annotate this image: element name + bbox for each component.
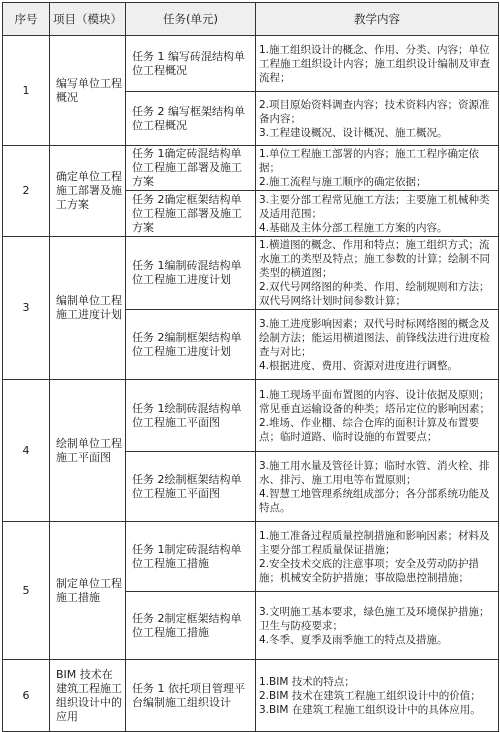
module-cell: 制定单位工程施工措施 xyxy=(50,522,126,660)
content-line: 4.冬季、夏季及雨季施工的特点及措施。 xyxy=(259,633,448,646)
task-cell: 任务 1 编写砖混结构单位工程概况 xyxy=(126,36,256,92)
task-cell: 任务 1编制砖混结构单位工程施工进度计划 xyxy=(126,237,256,310)
content-line: 2.BIM 技术在建筑工程施工组织设计中的价值； xyxy=(259,689,481,702)
header-module: 项目（模块） xyxy=(50,3,126,36)
content-cell xyxy=(256,380,499,452)
content-line: 3.施工用水量及管径计算；临时水管、消火栓、排水、排污、施工用电等布置原则； xyxy=(259,459,490,486)
content-line: 3.主要分部工程常见施工方法；主要施工机械种类及适用范围； xyxy=(259,193,490,220)
table-row xyxy=(3,36,499,92)
content-cell xyxy=(256,146,499,191)
table-body xyxy=(3,36,499,732)
task-cell: 任务 1制定砖混结构单位工程施工措施 xyxy=(126,522,256,592)
row-number: 6 xyxy=(3,660,50,732)
table-row xyxy=(3,522,499,592)
content-line: 4.智慧工地管理系统组成部分；各分部系统功能及特点。 xyxy=(259,487,490,514)
task-cell: 任务 2确定框架结构单位工程施工部署及施工方案 xyxy=(126,191,256,237)
task-cell: 任务 1 依托项目管理平台编制施工组织设计 xyxy=(126,660,256,732)
module-cell: 绘制单位工程施工平面图 xyxy=(50,380,126,522)
content-line: 3.工程建设概况、设计概况、施工概况。 xyxy=(259,126,448,139)
row-number: 5 xyxy=(3,522,50,660)
task-cell: 任务 1绘制砖混结构单位工程施工平面图 xyxy=(126,380,256,452)
content-cell xyxy=(256,191,499,237)
row-number: 4 xyxy=(3,380,50,522)
content-line: 1.BIM 技术的特点； xyxy=(259,675,355,688)
table-row xyxy=(3,146,499,191)
content-cell xyxy=(256,660,499,732)
header-no: 序号 xyxy=(3,3,50,36)
task-cell: 任务 1确定砖混结构单位工程施工部署及施工方案 xyxy=(126,146,256,191)
content-line: 3.施工进度影响因素；双代号时标网络图的概念及绘制方法；能运用横道图法、前锋线法进行进度检查与对比； xyxy=(259,317,490,358)
content-line: 3.文明施工基本要求，绿色施工及环境保护措施；卫生与防疫要求； xyxy=(259,605,490,632)
module-cell: BIM 技术在建筑工程施工组织设计中的应用 xyxy=(50,660,126,732)
module-cell: 编写单位工程概况 xyxy=(50,36,126,146)
content-line: 4.根据进度、费用、资源对进度进行调整。 xyxy=(259,359,459,372)
content-cell xyxy=(256,92,499,146)
table-header-row xyxy=(3,3,499,36)
task-cell: 任务 2 编写框架结构单位工程概况 xyxy=(126,92,256,146)
content-line: 2.堆场、作业棚、综合仓库的面积计算及布置要点；临时道路、临时设施的布置要点； xyxy=(259,416,480,443)
row-number: 1 xyxy=(3,36,50,146)
content-line: 2.项目原始资料调查内容；技术资料内容；资源准备内容； xyxy=(259,98,490,125)
table-row xyxy=(3,380,499,452)
content-line: 1.施工现场平面布置图的内容、设计依据及原则；常见垂直运输设备的种类；塔吊定位的影响因素； xyxy=(259,388,490,415)
module-cell: 编制单位工程施工进度计划 xyxy=(50,237,126,380)
header-content: 教学内容 xyxy=(256,3,499,36)
content-line: 1.单位工程施工部署的内容；施工工程序确定依据； xyxy=(259,148,480,174)
content-cell xyxy=(256,452,499,522)
content-cell xyxy=(256,522,499,592)
table-row xyxy=(3,237,499,310)
content-line: 4.基础及主体分部工程施工方案的内容。 xyxy=(259,221,448,234)
teaching-content-table xyxy=(2,2,499,732)
task-cell: 任务 2绘制框架结构单位工程施工平面图 xyxy=(126,452,256,522)
content-line: 1.横道图的概念、作用和特点；施工组织方式；流水施工的类型及特点；施工参数的计算；绘制不同类型的横道图； xyxy=(259,239,490,279)
content-line: 2.安全技术交底的注意事项；安全及劳动防护措施；机械安全防护措施；事故隐患控制措施； xyxy=(259,557,480,584)
row-number: 3 xyxy=(3,237,50,380)
content-cell xyxy=(256,36,499,92)
content-line: 2.双代号网络图的种类、作用、绘制规则和方法；双代号网络计划时间参数计算； xyxy=(259,281,490,307)
content-cell xyxy=(256,237,499,310)
course-content-document xyxy=(2,2,498,732)
content-line: 2.施工流程与施工顺序的确定依据； xyxy=(259,176,427,188)
content-cell xyxy=(256,310,499,380)
content-cell xyxy=(256,592,499,660)
header-task: 任务(单元) xyxy=(126,3,256,36)
table-row xyxy=(3,660,499,732)
task-cell: 任务 2编制框架结构单位工程施工进度计划 xyxy=(126,310,256,380)
module-cell: 确定单位工程施工部署及施工方案 xyxy=(50,146,126,237)
task-cell: 任务 2制定框架结构单位工程施工措施 xyxy=(126,592,256,660)
row-number: 2 xyxy=(3,146,50,237)
content-line: 1.施工准备过程质量控制措施和影响因素；材料及主要分部工程质量保证措施； xyxy=(259,529,490,556)
content-line: 3.BIM 在建筑工程施工组织设计中的具体应用。 xyxy=(259,703,481,716)
content-line: 1.施工组织设计的概念、作用、分类、内容；单位工程施工组织设计内容；施工组织设计编制及审查流程； xyxy=(259,43,490,84)
